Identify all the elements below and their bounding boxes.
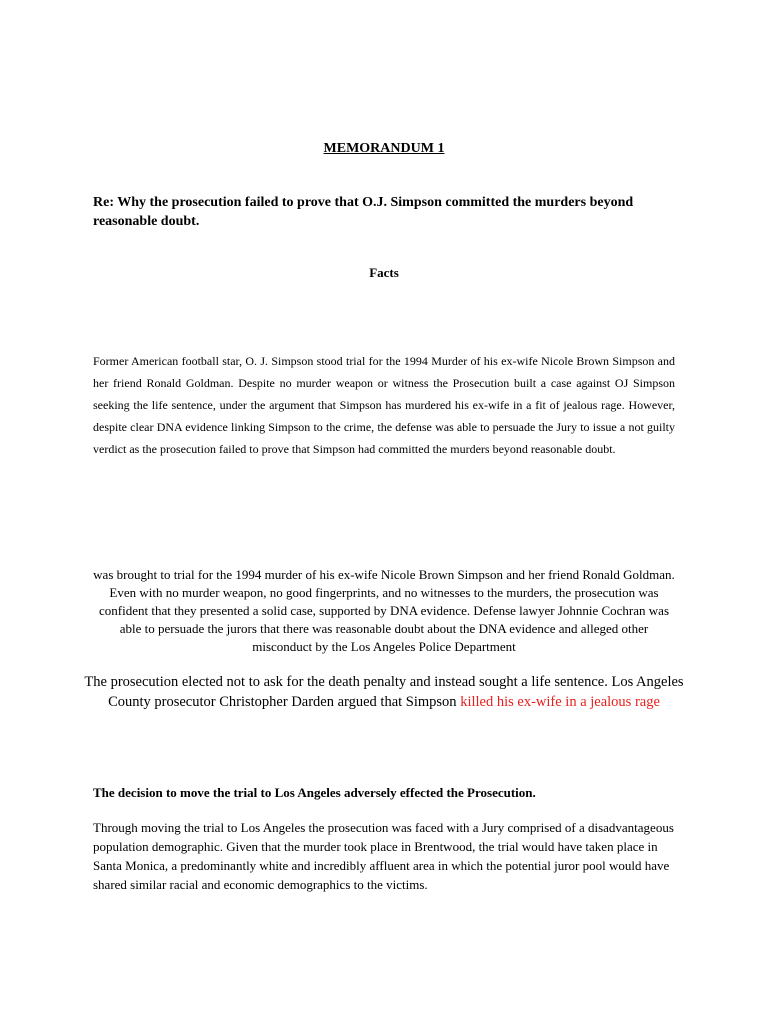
section-paragraph: Through moving the trial to Los Angeles the prosecution was faced with a Jury comprised of a disadvantageous population demographic. Given that the murder took place in Brentwood, the trial would have taken place in Santa Monica, a predominantly white and incredibly affluent area in which the potential juror pool would have shared similar racial and economic demographics to the victims. xyxy=(93,820,674,892)
life-sentence-paragraph xyxy=(84,672,684,712)
life-sentence-text: The prosecution elected not to ask for the death penalty and instead sought a life sentence. Los Angeles County prosecutor Christopher Darden argued that Simpson xyxy=(84,674,684,710)
highlighted-red-text: killed his ex-wife in a jealous rage xyxy=(460,694,660,710)
trial-summary-paragraph: was brought to trial for the 1994 murder of his ex-wife Nicole Brown Simpson and her friend Ronald Goldman. Even with no murder weapon, no good fingerprints, and no witnesses to the murders, the prosecution was confident that they presented a solid case, supported by DNA evidence. Defense lawyer Johnnie Cochran was able to persuade the jurors that there was reasonable doubt about the DNA evidence and alleged other misconduct by the Los Angeles Police Department xyxy=(93,567,675,654)
section-heading: The decision to move the trial to Los Angeles adversely effected the Prosecution. xyxy=(93,785,536,800)
re-line: Re: Why the prosecution failed to prove that O.J. Simpson committed the murders beyond reasonable doubt. xyxy=(93,195,634,229)
memorandum-title: MEMORANDUM 1 xyxy=(323,141,445,156)
facts-heading: Facts xyxy=(369,265,399,280)
facts-paragraph: Former American football star, O. J. Simpson stood trial for the 1994 Murder of his ex-wife Nicole Brown Simpson and her friend Ronald Goldman. Despite no murder weapon or witness the Prosecution built a case against OJ Simpson seeking the life sentence, under the argument that Simpson has murdered his ex-wife in a fit of jealous rage. However, despite clear DNA evidence linking Simpson to the crime, the defense was able to persuade the Jury to issue a not guilty verdict as the prosecution failed to prove that Simpson had committed the murders beyond reasonable doubt. xyxy=(93,354,675,456)
